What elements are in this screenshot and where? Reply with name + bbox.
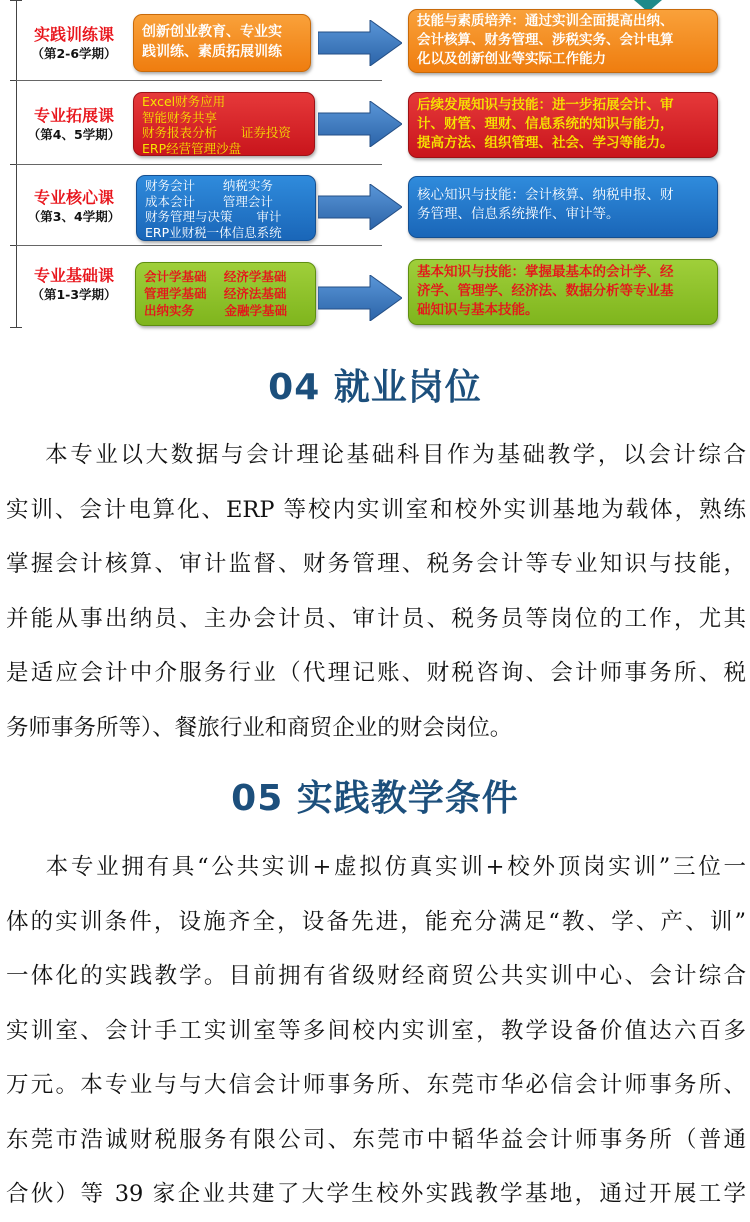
course-box-practice	[133, 14, 311, 72]
paragraph-line: 一体化的实践教学。目前拥有省级财经商贸公共实训中心、会计综合	[6, 963, 746, 989]
result-line: 基本知识与技能：掌握最基本的会计学、经	[417, 264, 674, 280]
paragraph-line: 掌握会计核算、审计监督、财务管理、税务会计等专业知识与技能，	[6, 551, 746, 577]
right-arrow-icon	[318, 184, 402, 230]
right-arrow-icon	[318, 20, 402, 66]
course-line: 财务报表分析 证券投资	[142, 125, 291, 140]
right-arrow-icon	[318, 101, 402, 147]
course-box-foundation	[135, 262, 316, 326]
result-line: 化以及创新创业等实际工作能力	[417, 51, 606, 67]
result-line: 会计核算、财务管理、涉税实务、会计电算	[417, 32, 674, 48]
course-box-extension	[133, 92, 315, 156]
paragraph-line: 实训室、会计手工实训室等多间校内实训室，教学设备价值达六百多	[6, 1017, 746, 1044]
section-title-employment: 04 就业岗位	[268, 367, 482, 408]
result-line: 后续发展知识与技能：进一步拓展会计、审	[417, 97, 674, 113]
row-term-label: （第3、4学期）	[27, 209, 121, 224]
result-box-core	[408, 176, 718, 238]
paragraph-line: 实训、会计电算化、ERP 等校内实训室和校外实训基地为载体，熟练	[6, 496, 746, 523]
timeline-tick	[10, 327, 22, 328]
row-divider	[16, 164, 382, 165]
paragraph-line: 万元。本专业与与大信会计师事务所、东莞市华必信会计师事务所、	[6, 1072, 746, 1098]
paragraph-line: 东莞市浩诚财税服务有限公司、东莞市中韬华益会计师事务所（普通	[6, 1126, 746, 1153]
course-line: 智能财务共享	[142, 109, 218, 125]
paragraph-line: 体的实训条件，设施齐全，设备先进，能充分满足“教、学、产、训”	[6, 908, 746, 935]
paragraph-practice-conditions	[6, 840, 746, 1222]
course-line: 出纳实务 金融学基础	[144, 303, 287, 318]
paragraph-employment	[6, 428, 746, 755]
course-line: 创新创业教育、专业实	[142, 24, 282, 40]
paragraph-line: 务师事务所等）、餐旅行业和商贸企业的财会岗位。	[6, 714, 513, 741]
result-line: 础知识与基本技能。	[417, 302, 539, 318]
row-title-label: 专业基础课	[33, 266, 114, 285]
course-line: ERP业财税一体信息系统	[145, 224, 282, 240]
result-line: 务管理、信息系统操作、审计等。	[417, 206, 620, 222]
row-title-label: 实践训练课	[33, 25, 114, 44]
paragraph-line: 是适应会计中介服务行业（代理记账、财税咨询、会计师事务所、税	[6, 660, 746, 686]
row-title-core	[20, 188, 128, 226]
paragraph-line: 本专业以大数据与会计理论基础科目作为基础教学，以会计综合	[6, 442, 746, 468]
paragraph-line: 并能从事出纳员、主办会计员、审计员、税务员等岗位的工作，尤其	[6, 605, 746, 632]
row-divider	[16, 245, 382, 246]
row-divider	[16, 80, 382, 81]
result-box-foundation	[408, 259, 718, 325]
section-title-practice-conditions: 05 实践教学条件	[231, 778, 519, 819]
course-line: 管理学基础 经济法基础	[144, 286, 287, 301]
course-line: Excel财务应用	[142, 94, 226, 109]
course-line: 财务会计 纳税实务	[145, 178, 273, 193]
timeline-tick	[10, 0, 22, 1]
row-title-practice	[20, 25, 128, 63]
course-line: 成本会计 管理会计	[145, 193, 273, 209]
row-title-extension	[20, 106, 128, 144]
row-term-label: （第4、5学期）	[27, 127, 121, 142]
result-box-practice	[408, 9, 718, 73]
row-term-label: （第2-6学期）	[31, 46, 117, 61]
course-line: 财务管理与决策 审计	[145, 209, 282, 224]
curriculum-diagram	[0, 0, 750, 340]
row-title-label: 专业拓展课	[33, 106, 114, 125]
course-line: 践训练、素质拓展训练	[142, 44, 282, 60]
result-line: 核心知识与技能：会计核算、纳税申报、财	[417, 187, 674, 203]
result-line: 技能与素质培养：通过实训全面提高出纳、	[417, 13, 674, 29]
result-line: 提高方法、组织管理、社会、学习等能力。	[417, 135, 674, 151]
course-box-core	[136, 175, 316, 241]
result-line: 济学、管理学、经济法、数据分析等专业基	[417, 283, 674, 299]
row-term-label: （第1-3学期）	[31, 287, 117, 302]
paragraph-line: 合伙）等 39 家企业共建了大学生校外实践教学基地，通过开展工学	[6, 1181, 746, 1207]
row-title-foundation	[20, 266, 128, 304]
paragraph-line: 本专业拥有具“公共实训+虚拟仿真实训+校外顶岗实训”三位一	[6, 854, 746, 880]
result-box-extension	[408, 92, 718, 158]
course-line: ERP经营管理沙盘	[142, 140, 242, 156]
right-arrow-icon	[318, 275, 402, 321]
row-title-label: 专业核心课	[33, 188, 114, 207]
course-line: 会计学基础 经济学基础	[144, 269, 287, 284]
result-line: 计、财管、理财、信息系统的知识与能力，	[417, 116, 674, 132]
